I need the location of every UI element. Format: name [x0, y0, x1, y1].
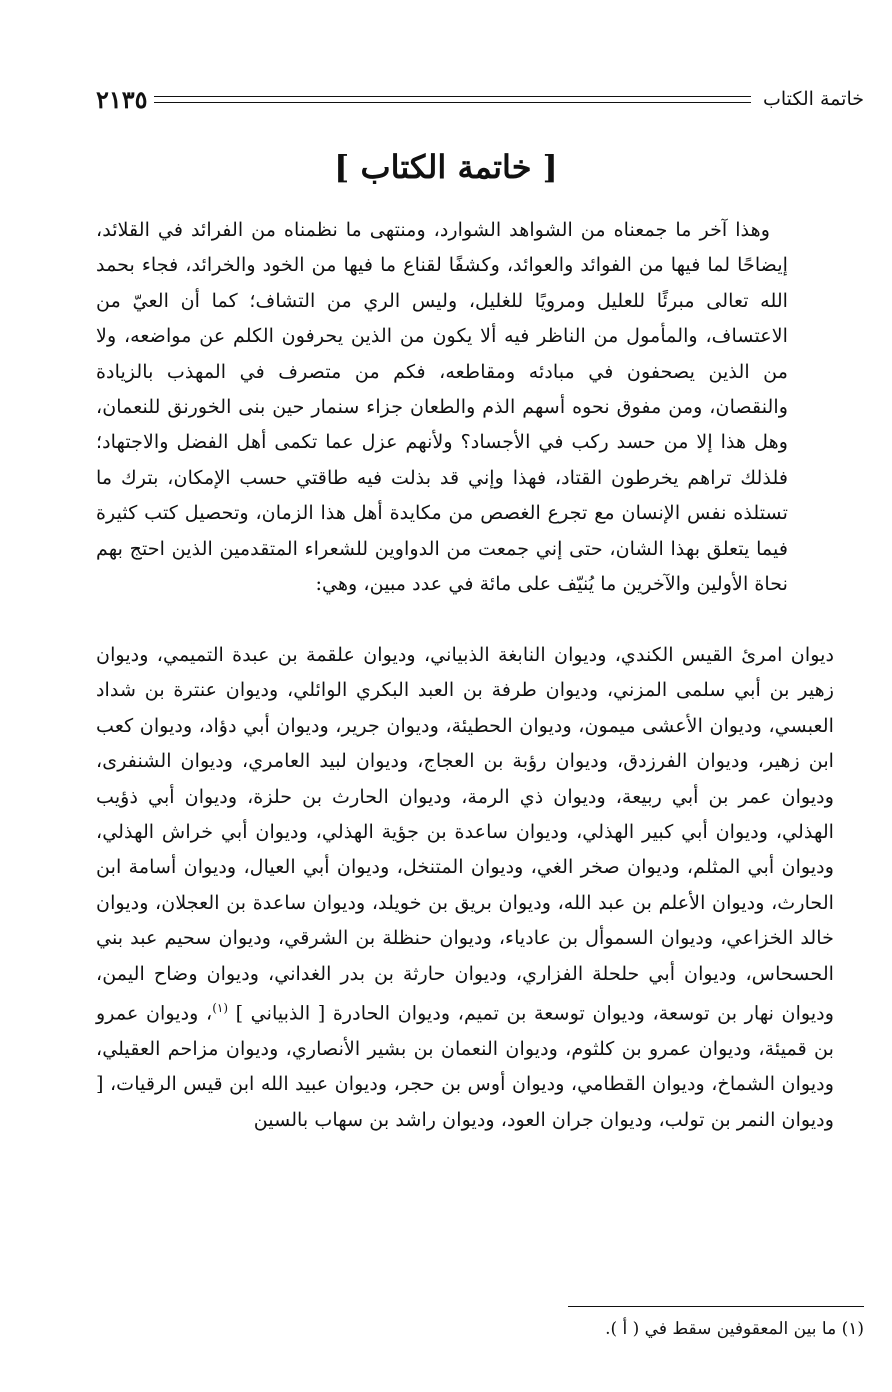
running-title: خاتمة الكتاب	[762, 88, 864, 110]
intro-paragraph	[96, 212, 788, 601]
footnote-reference: (١)	[212, 1001, 229, 1016]
header-double-rule	[154, 96, 751, 103]
diwan-text-part-1: ديوان امرئ القيس الكندي، وديوان النابغة الذبياني، وديوان علقمة بن عبدة التميمي، وديوان زهير بن أبي سلمى المزني، وديوان طرفة بن العبد البكري الوائلي، وديوان عنترة بن شداد العبسي، وديوان الأعشى ميمون، وديوان الحطيئة، وديوان جرير، وديوان أبي دؤاد، وديوان كعب ابن زهير، وديوان الفرزدق، وديوان رؤبة بن العجاج، وديوان لبيد العامري، وديوان الشنفرى، وديوان عمر بن أبي ربيعة، وديوان ذي الرمة، وديوان الحارث بن حلزة، وديوان أبي ذؤيب الهذلي، وديوان أبي كبير الهذلي، وديوان ساعدة بن جؤية الهذلي، وديوان أبي خراش الهذلي، وديوان أبي المثلم، وديوان صخر الغي، وديوان المتنخل، وديوان أبي العيال، وديوان أسامة ابن الحارث، وديوان الأعلم بن عبد الله، وديوان بريق بن خويلد، وديوان ساعدة بن العجلان، وديوان خالد الخزاعي، وديوان السموأل بن عادياء، وديوان حنظلة بن الشرقي، وديوان سحيم عبد بني الحسحاس، وديوان أبي حلحلة الفزاري، وديوان حارثة بن بدر الغداني، وديوان وضاح اليمن، وديوان نهار بن توسعة، وديوان توسعة بن تميم، وديوان الحادرة [ الذبياني ]	[96, 643, 834, 1025]
chapter-title: [ خاتمة الكتاب ]	[334, 148, 558, 186]
running-header	[96, 82, 864, 116]
diwan-text-part-2: ، وديوان عمرو بن قميئة، وديوان عمرو بن كلثوم، وديوان النعمان بن بشير الأنصاري، وديوان مزاحم العقيلي، وديوان الشماخ، وديوان القطامي، وديوان أوس بن حجر، وديوان عبيد الله ابن قيس الرقيات، [ وديوان النمر بن تولب، وديوان جران العود، وديوان راشد بن سهاب بالسين	[96, 1001, 834, 1131]
footnote: (١) ما بين المعقوفين سقط في ( أ ).	[605, 1319, 864, 1339]
page-number: ٢١٣٥	[96, 84, 148, 114]
diwan-list-paragraph	[96, 637, 834, 1137]
footnote-separator	[568, 1306, 864, 1307]
intro-text: وهذا آخر ما جمعناه من الشواهد الشوارد، ومنتهى ما نظمناه من الفرائد في القلائد، إيضاحًا لما فيها من الفوائد والعوائد، وكشفًا لقناع ما فيها من الخود والخرائد، فجاء بحمد الله تعالى مبرئًا للعليل ومرويًا للغليل، وليس الري من التشاف؛ كما أن العيّ من الاعتساف، والمأمول من الناظر فيه ألا يكون من الذين يحرفون الكلم عن مواضعه، ولا من الذين يصحفون في مبادئه ومقاطعه، فكم من متصرف في المهذب بالزيادة والنقصان، ومن مفوق نحوه أسهم الذم والطعان جزاء سنمار حين بنى الخورنق للنعمان، وهل هذا إلا من حسد ركب في الأجساد؟ ولأنهم عزل عما تكمى أهل الفضل والاجتهاد؛ فلذلك تراهم يخرطون القتاد، فهذا وإني قد بذلت فيه طاقتي حسب الإمكان، بترك ما تستلذه نفس الإنسان مع تجرع الغصص من مكايدة أهل هذا الزمان، وتحصيل كتب كثيرة فيما يتعلق بهذا الشان، حتى إني جمعت من الدواوين للشعراء المتقدمين الذين احتج بهم نحاة الأولين والآخرين ما يُنيّف على مائة في عدد مبين، وهي:	[96, 218, 788, 596]
